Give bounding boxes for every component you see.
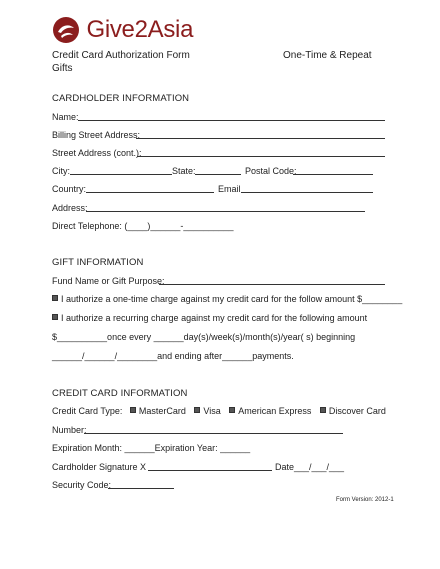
card-heading: CREDIT CARD INFORMATION [52, 388, 188, 399]
recurring-amount-line[interactable]: $__________once every ______day(s)/week(s)/month(s)/year( s) beginning [52, 332, 356, 342]
address-label: Address: [52, 203, 88, 213]
security-label: Security Code: [52, 480, 112, 490]
onetime-checkbox-icon[interactable] [52, 295, 58, 301]
name-field[interactable] [78, 120, 385, 121]
country-label: Country: [52, 184, 87, 194]
form-subtitle: One-Time & Repeat [283, 50, 372, 61]
postal-field[interactable] [293, 174, 373, 175]
name-label: Name: [52, 112, 79, 122]
state-label: State: [172, 166, 196, 176]
form-title-cont: Gifts [52, 63, 73, 74]
number-field[interactable] [84, 433, 343, 434]
visa-checkbox-icon[interactable] [194, 407, 200, 413]
amex-checkbox-icon[interactable] [229, 407, 235, 413]
card-type-amex[interactable] [229, 406, 311, 416]
amex-label: American Express [238, 406, 312, 416]
fund-label: Fund Name or Gift Purpose: [52, 276, 165, 286]
city-field[interactable] [70, 174, 172, 175]
card-type-discover[interactable] [320, 406, 386, 416]
billing-field[interactable] [136, 138, 385, 139]
recurring-checkbox-icon[interactable] [52, 314, 58, 320]
fund-field[interactable] [159, 284, 385, 285]
email-label: Email [218, 184, 241, 194]
onetime-option[interactable] [52, 294, 402, 304]
form-title: Credit Card Authorization Form [52, 50, 190, 61]
discover-checkbox-icon[interactable] [320, 407, 326, 413]
number-label: Number: [52, 425, 87, 435]
card-type-row [52, 406, 392, 416]
country-field[interactable] [86, 192, 214, 193]
postal-label: Postal Code: [245, 166, 297, 176]
state-field[interactable] [195, 174, 241, 175]
billing-label: Billing Street Address: [52, 130, 141, 140]
mastercard-label: MasterCard [138, 406, 186, 416]
security-field[interactable] [108, 488, 174, 489]
card-type-label: Credit Card Type: [52, 406, 123, 416]
card-type-visa[interactable] [194, 406, 220, 416]
onetime-label: I authorize a one-time charge against my credit card for the follow amount $________ [61, 294, 403, 304]
cardholder-heading: CARDHOLDER INFORMATION [52, 93, 190, 104]
recurring-label: I authorize a recurring charge against my credit card for the following amount [61, 313, 368, 323]
visa-label: Visa [203, 406, 221, 416]
expiration-field[interactable]: Expiration Month: ______Expiration Year: ______ [52, 443, 251, 453]
recurring-option[interactable] [52, 313, 367, 323]
signature-label: Cardholder Signature X [52, 462, 147, 472]
form-version: Form Version: 2012-1 [336, 497, 394, 503]
recurring-dates-line[interactable]: ______/______/________and ending after______payments. [52, 351, 294, 361]
mastercard-checkbox-icon[interactable] [130, 407, 136, 413]
city-label: City: [52, 166, 70, 176]
gift-heading: GIFT INFORMATION [52, 257, 144, 268]
street2-label: Street Address (cont.): [52, 148, 142, 158]
give2asia-logo-icon [52, 16, 80, 44]
card-type-mastercard[interactable] [130, 406, 186, 416]
signature-field[interactable] [148, 470, 272, 471]
address-field[interactable] [86, 211, 365, 212]
logo [52, 16, 193, 44]
phone-field[interactable]: Direct Telephone: (____)______-__________ [52, 221, 234, 231]
email-field[interactable] [241, 192, 373, 193]
brand-name: Give2Asia [86, 16, 194, 43]
date-field[interactable]: Date___/___/___ [275, 462, 345, 472]
discover-label: Discover Card [328, 406, 386, 416]
street2-field[interactable] [137, 156, 385, 157]
